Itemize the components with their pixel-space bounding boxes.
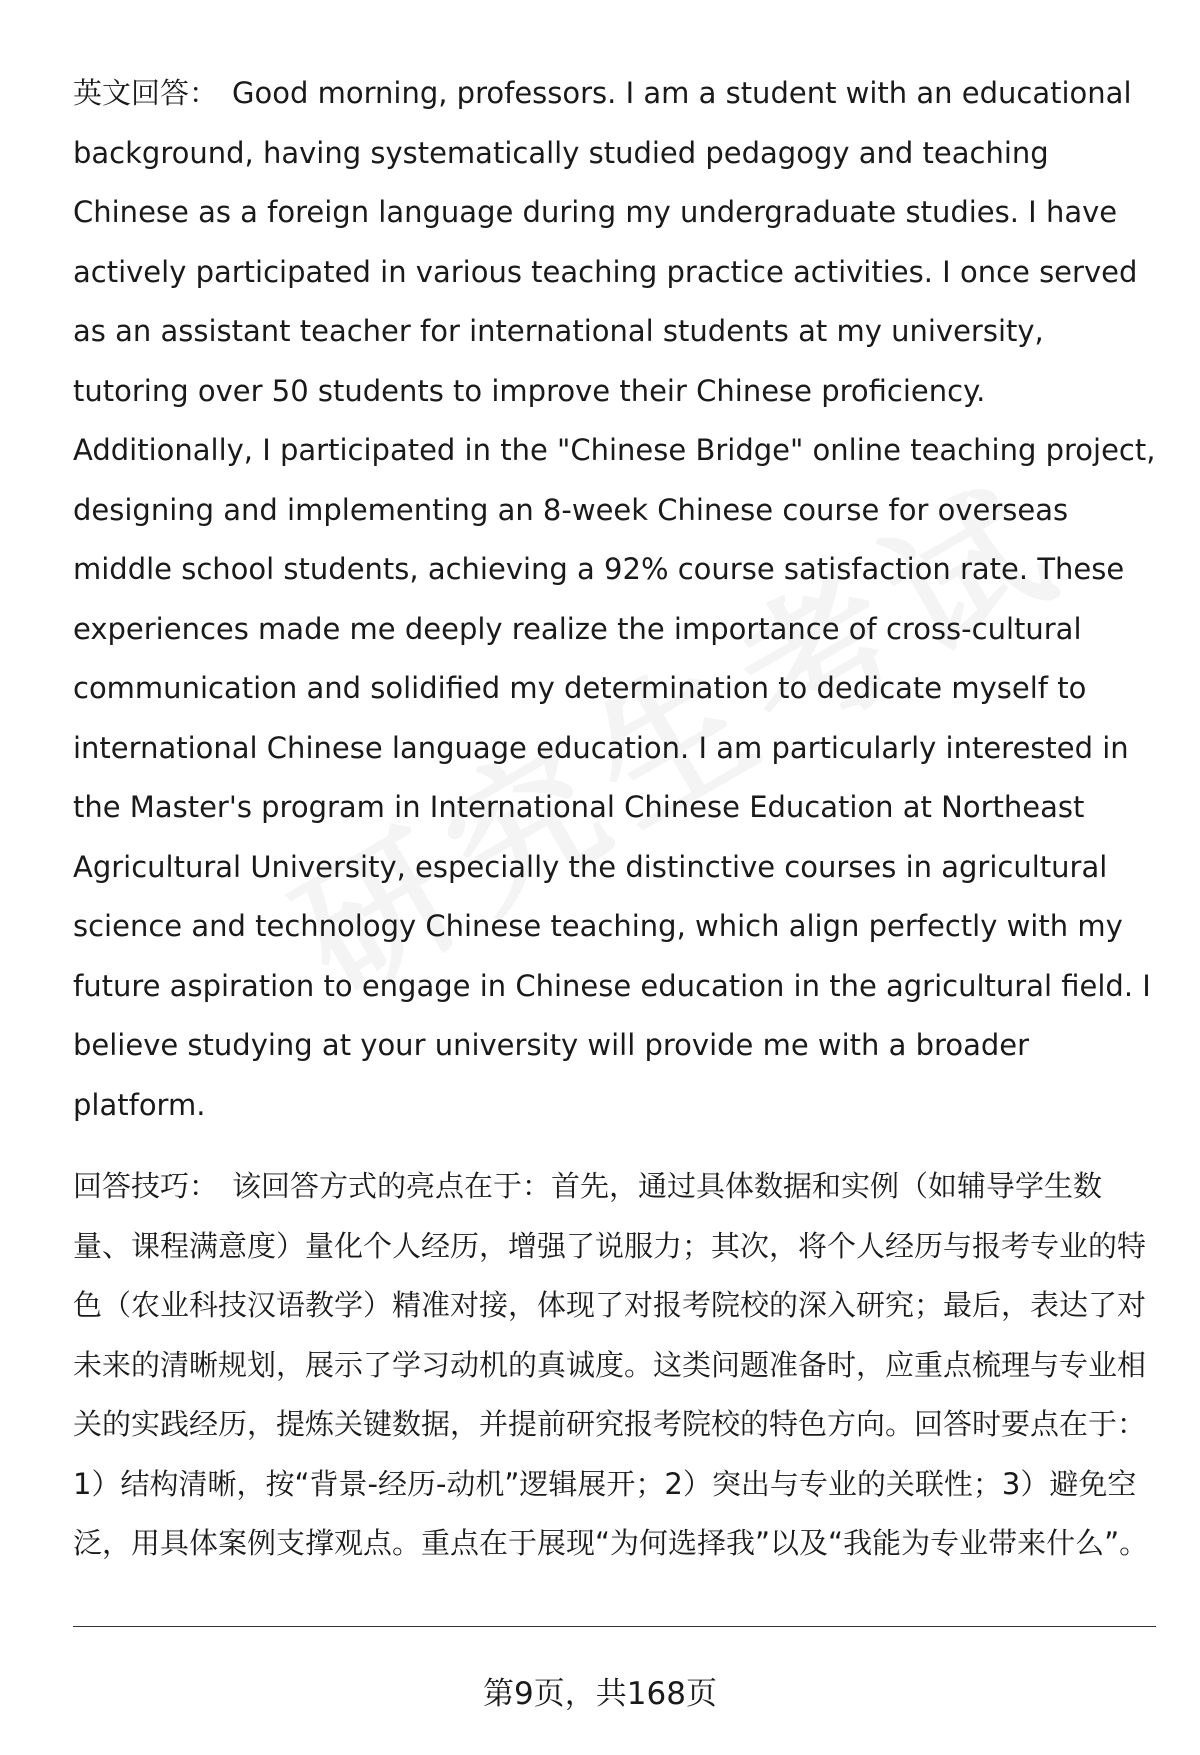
english-answer-text: Good morning, professors. I am a student with an educational background, having systematically studied pedagogy and teaching Chinese as a foreign language during my undergraduate studies. I have actively participated in various teaching practice activities. I once served as an assistant teacher for international students at my university, tutoring over 50 students to improve their Chinese proficiency. Additionally, I participated in the "Chinese Bridge" online teaching project, designing and implementing an 8-week Chinese course for overseas middle school students, achieving a 92% course satisfaction rate. These experiences made me deeply realize the importance of cross-cultural communication and solidified my determination to dedicate myself to international Chinese language education. I am particularly interested in the Master's program in International Chinese Education at Northeast Agricultural University, especially the distinctive courses in agricultural science and technology Chinese teaching, which align perfectly with my future aspiration to engage in Chinese education in the agricultural field. I believe studying at your university will provide me with a broader platform. bbox=[73, 76, 1156, 1122]
english-answer-paragraph bbox=[73, 64, 1159, 1135]
footer-divider bbox=[73, 1626, 1156, 1627]
english-answer-label: 英文回答： bbox=[73, 76, 219, 110]
page-content bbox=[73, 64, 1159, 1574]
answer-tips-label: 回答技巧： bbox=[73, 1169, 219, 1203]
page-number: 第9页，共168页 bbox=[483, 1676, 717, 1712]
answer-tips-text: 该回答方式的亮点在于：首先，通过具体数据和实例（如辅导学生数量、课程满意度）量化个人经历，增强了说服力；其次，将个人经历与报考专业的特色（农业科技汉语教学）精准对接，体现了对报考院校的深入研究；最后，表达了对未来的清晰规划，展示了学习动机的真诚度。这类问题准备时，应重点梳理与专业相关的实践经历，提炼关键数据，并提前研究报考院校的特色方向。回答时要点在于：1）结构清晰，按“背景-经历-动机”逻辑展开；2）突出与专业的关联性；3）避免空泛，用具体案例支撑观点。重点在于展现“为何选择我”以及“我能为专业带来什么”。 bbox=[73, 1169, 1149, 1560]
answer-tips-paragraph bbox=[73, 1157, 1159, 1574]
